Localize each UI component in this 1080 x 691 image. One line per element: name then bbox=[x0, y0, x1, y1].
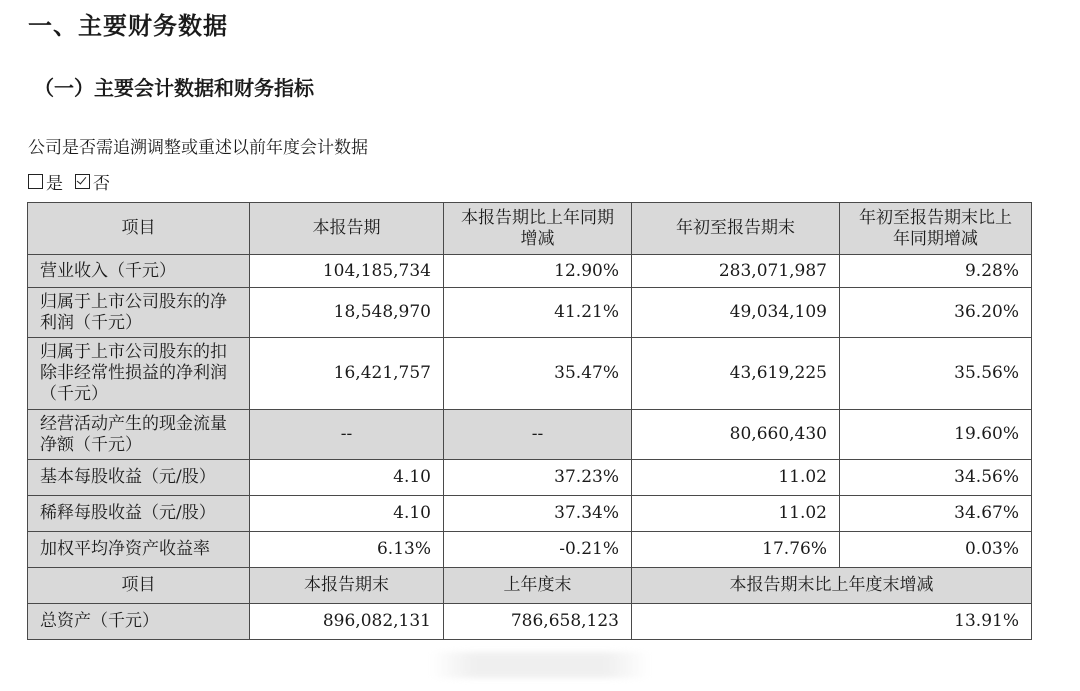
table-row bbox=[28, 496, 1032, 532]
watermark-blur bbox=[430, 652, 650, 678]
table-cell: 49,034,109 bbox=[632, 288, 840, 338]
table-cell: 80,660,430 bbox=[632, 410, 840, 460]
table-cell: 4.10 bbox=[250, 460, 444, 496]
table-cell: 11.02 bbox=[632, 496, 840, 532]
checkbox-checked-icon[interactable] bbox=[75, 174, 90, 189]
table-cell: 9.28% bbox=[840, 255, 1032, 288]
table-row bbox=[28, 255, 1032, 288]
option-yes-label: 是 bbox=[46, 174, 63, 194]
table-cell: -- bbox=[250, 410, 444, 460]
header-cell: 上年度末 bbox=[444, 568, 632, 604]
table-cell: 41.21% bbox=[444, 288, 632, 338]
table-row bbox=[28, 410, 1032, 460]
table-row bbox=[28, 532, 1032, 568]
table-cell: 43,619,225 bbox=[632, 338, 840, 410]
row-label: 稀释每股收益（元/股） bbox=[28, 496, 250, 532]
table-cell: 16,421,757 bbox=[250, 338, 444, 410]
table-cell: 18,548,970 bbox=[250, 288, 444, 338]
table-cell: 12.90% bbox=[444, 255, 632, 288]
restatement-options bbox=[28, 169, 122, 194]
header-cell: 项目 bbox=[28, 568, 250, 604]
header-cell: 本报告期末比上年度末增减 bbox=[632, 568, 1032, 604]
checkbox-unchecked-icon[interactable] bbox=[28, 174, 43, 189]
header-cell: 本报告期比上年同期增减 bbox=[444, 203, 632, 255]
header-cell: 年初至报告期末比上年同期增减 bbox=[840, 203, 1032, 255]
table-cell: 35.47% bbox=[444, 338, 632, 410]
option-yes[interactable] bbox=[28, 169, 63, 194]
row-label: 归属于上市公司股东的净利润（千元） bbox=[28, 288, 250, 338]
table-row bbox=[28, 338, 1032, 410]
section-heading: 一、主要财务数据 bbox=[28, 12, 228, 40]
table-row bbox=[28, 604, 1032, 640]
table-row bbox=[28, 460, 1032, 496]
row-label: 基本每股收益（元/股） bbox=[28, 460, 250, 496]
table-cell: 13.91% bbox=[632, 604, 1032, 640]
table-cell: 896,082,131 bbox=[250, 604, 444, 640]
table-cell: 786,658,123 bbox=[444, 604, 632, 640]
table-cell: 17.76% bbox=[632, 532, 840, 568]
table-cell: -- bbox=[444, 410, 632, 460]
table-cell: 6.13% bbox=[250, 532, 444, 568]
row-label: 加权平均净资产收益率 bbox=[28, 532, 250, 568]
table-cell: 37.34% bbox=[444, 496, 632, 532]
header-cell: 年初至报告期末 bbox=[632, 203, 840, 255]
table-cell: 0.03% bbox=[840, 532, 1032, 568]
row-label: 归属于上市公司股东的扣除非经常性损益的净利润（千元） bbox=[28, 338, 250, 410]
table-cell: -0.21% bbox=[444, 532, 632, 568]
header-cell: 本报告期 bbox=[250, 203, 444, 255]
header-cell: 项目 bbox=[28, 203, 250, 255]
row-label: 总资产（千元） bbox=[28, 604, 250, 640]
restatement-question: 公司是否需追溯调整或重述以前年度会计数据 bbox=[28, 138, 368, 158]
row-label: 营业收入（千元） bbox=[28, 255, 250, 288]
table-header-row-2 bbox=[28, 568, 1032, 604]
option-no-label: 否 bbox=[93, 174, 110, 194]
table-cell: 35.56% bbox=[840, 338, 1032, 410]
table-cell: 34.67% bbox=[840, 496, 1032, 532]
header-cell: 本报告期末 bbox=[250, 568, 444, 604]
table-cell: 19.60% bbox=[840, 410, 1032, 460]
table-cell: 34.56% bbox=[840, 460, 1032, 496]
financial-data-table bbox=[27, 202, 1032, 640]
table-cell: 11.02 bbox=[632, 460, 840, 496]
table-cell: 37.23% bbox=[444, 460, 632, 496]
subsection-heading: （一）主要会计数据和财务指标 bbox=[34, 76, 314, 100]
table-cell: 104,185,734 bbox=[250, 255, 444, 288]
option-no[interactable] bbox=[75, 169, 110, 194]
table-cell: 4.10 bbox=[250, 496, 444, 532]
table-cell: 36.20% bbox=[840, 288, 1032, 338]
table-row bbox=[28, 288, 1032, 338]
row-label: 经营活动产生的现金流量净额（千元） bbox=[28, 410, 250, 460]
table-cell: 283,071,987 bbox=[632, 255, 840, 288]
table-header-row bbox=[28, 203, 1032, 255]
